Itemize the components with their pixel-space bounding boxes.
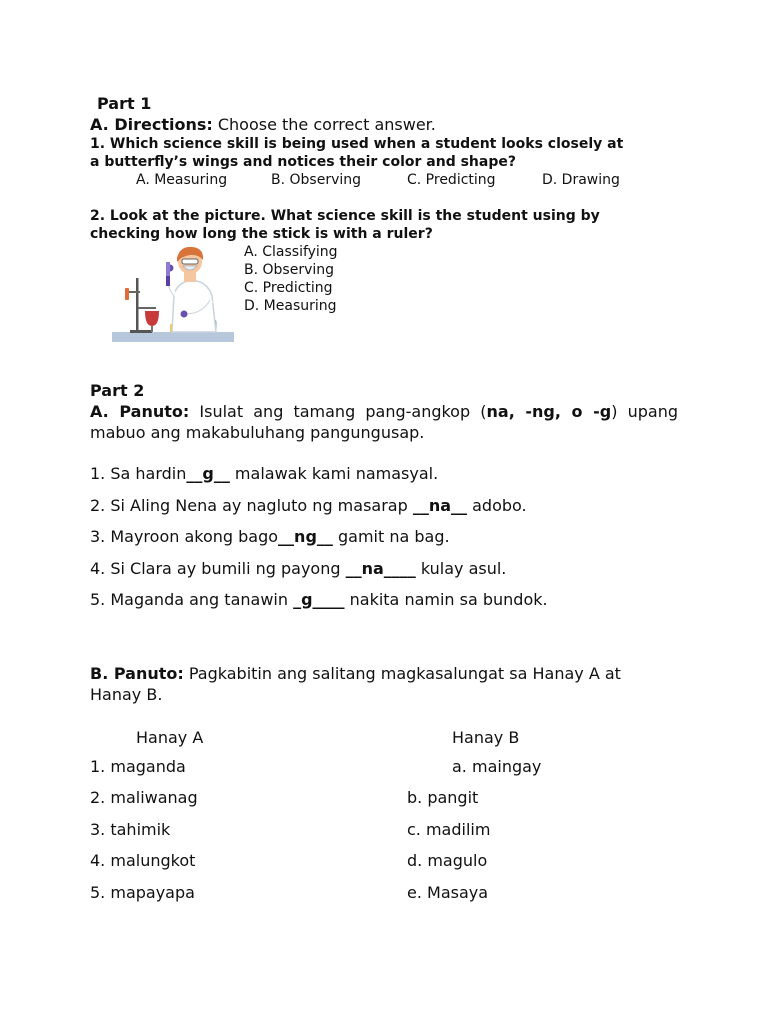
- item-3-post: gamit na bag.: [332, 527, 450, 546]
- panuto-b-text: Pagkabitin ang salitang magkasalungat sa Hanay A at: [183, 664, 621, 683]
- part2-title: Part 2: [90, 381, 145, 400]
- hanay-a-header: Hanay A: [136, 728, 204, 747]
- hanay-b-item: b. pangit: [407, 788, 479, 807]
- hanay-a-item: 2. maliwanag: [90, 788, 198, 807]
- scientist-illustration: [112, 244, 236, 344]
- item-2-post: adobo.: [467, 496, 527, 515]
- item-3-pre: 3. Mayroon akong bago: [90, 527, 279, 546]
- item-1-pre: 1. Sa hardin: [90, 464, 187, 483]
- q1-option-c: C. Predicting: [407, 172, 496, 188]
- item-1: [90, 464, 438, 483]
- hanay-a-item: 3. tahimik: [90, 820, 171, 839]
- hanay-a-item: 4. malungkot: [90, 851, 196, 870]
- q2-option-a: A. Classifying: [244, 244, 338, 260]
- part1-title: Part 1: [97, 94, 152, 113]
- item-4-answer: __na____: [345, 559, 416, 578]
- item-3: [90, 527, 450, 546]
- panuto-a-bold: na, -ng, o -g: [486, 402, 612, 421]
- item-5: [90, 590, 548, 609]
- item-4-pre: 4. Si Clara ay bumili ng payong: [90, 559, 346, 578]
- item-2-pre: 2. Si Aling Nena ay nagluto ng masarap: [90, 496, 413, 515]
- q2-option-c: C. Predicting: [244, 280, 333, 296]
- item-3-answer: __ng__: [278, 527, 333, 546]
- lab-table: [112, 332, 234, 342]
- q1-option-a: A. Measuring: [136, 172, 228, 188]
- hanay-a-item: 1. maganda: [90, 757, 186, 776]
- hanay-b-item: e. Masaya: [407, 883, 489, 902]
- directions-text: Choose the correct answer.: [212, 115, 436, 134]
- q2-option-d: D. Measuring: [244, 298, 337, 314]
- retort-stand: [125, 278, 159, 333]
- question-1-line2: a butterfly’s wings and notices their color and shape?: [90, 154, 516, 170]
- panuto-b-label: B. Panuto:: [90, 664, 184, 683]
- question-2-line1: 2. Look at the picture. What science skill is the student using by: [90, 208, 600, 224]
- hanay-b-item: a. maingay: [452, 757, 542, 776]
- part2-b-directions: [90, 664, 621, 683]
- hanay-b-header: Hanay B: [452, 728, 520, 747]
- q1-option-d: D. Drawing: [542, 172, 620, 188]
- panuto-a-text1: Isulat ang tamang pang-angkop (: [189, 402, 487, 421]
- question-1-line1: 1. Which science skill is being used when a student looks closely at: [90, 136, 624, 152]
- q1-option-b: B. Observing: [271, 172, 362, 188]
- scientist: [166, 247, 216, 332]
- panuto-a-label: A. Panuto:: [90, 402, 190, 421]
- hanay-b-item: d. magulo: [407, 851, 488, 870]
- item-5-post: nakita namin sa bundok.: [344, 590, 548, 609]
- part1-directions: [90, 115, 436, 134]
- item-5-answer: _g____: [293, 590, 345, 609]
- item-4: [90, 559, 506, 578]
- item-1-answer: __g__: [186, 464, 230, 483]
- item-2-answer: __na__: [412, 496, 468, 515]
- item-5-pre: 5. Maganda ang tanawin: [90, 590, 294, 609]
- hanay-b-item: c. madilim: [407, 820, 491, 839]
- item-1-post: malawak kami namasyal.: [229, 464, 439, 483]
- question-2-line2: checking how long the stick is with a ruler?: [90, 226, 433, 242]
- panuto-a-text2: ) upang mabuo ang makabuluhang pangungusap.: [90, 402, 678, 442]
- item-4-post: kulay asul.: [415, 559, 507, 578]
- item-2: [90, 496, 527, 515]
- hanay-a-item: 5. mapayapa: [90, 883, 195, 902]
- part2-a-directions: [90, 401, 678, 443]
- directions-label: A. Directions:: [90, 115, 213, 134]
- q2-option-b: B. Observing: [244, 262, 335, 278]
- part2-b-directions-line2: Hanay B.: [90, 685, 163, 704]
